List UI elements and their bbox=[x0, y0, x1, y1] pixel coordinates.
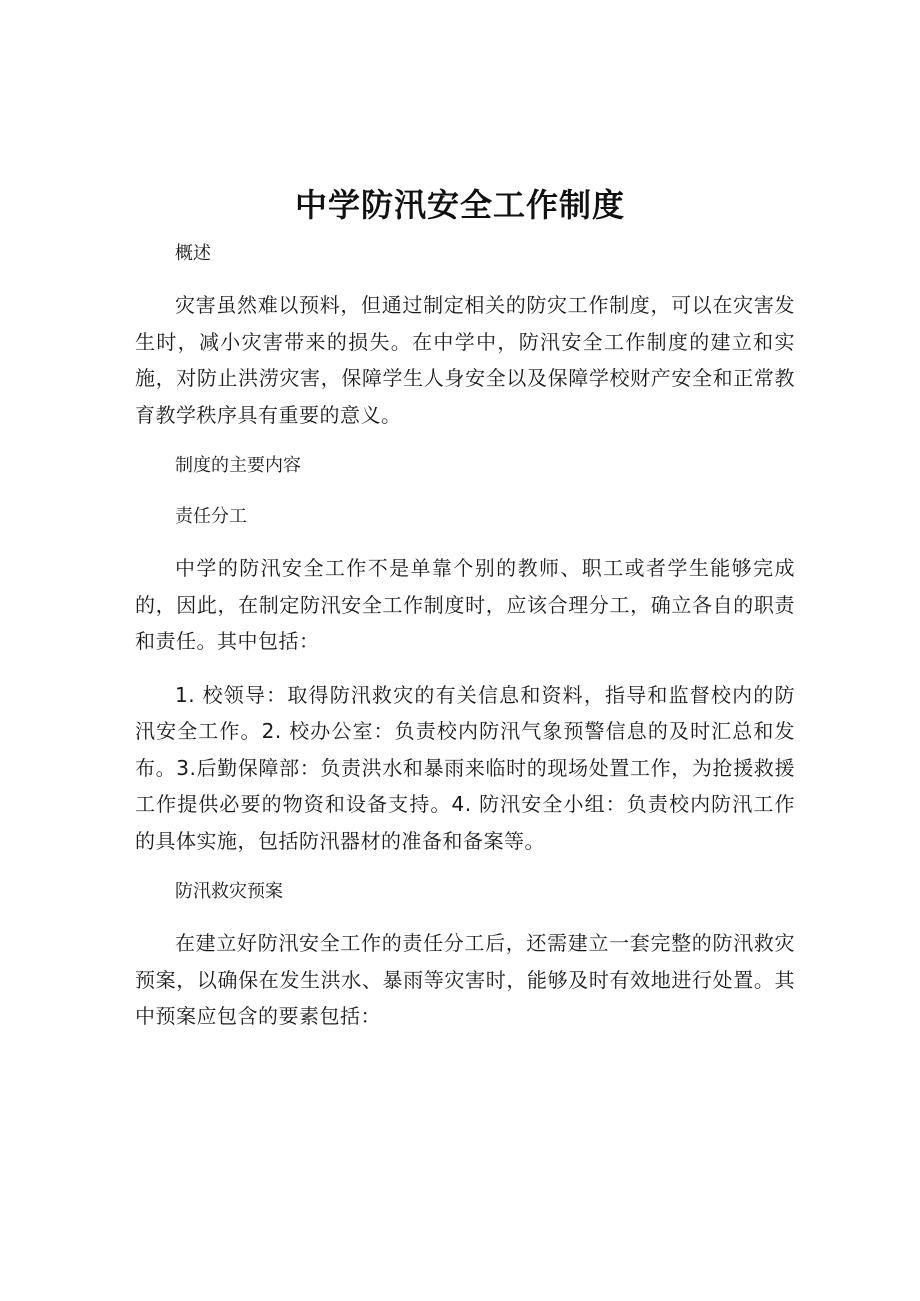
overview-heading: 概述 bbox=[175, 243, 211, 264]
responsibility-heading: 责任分工 bbox=[175, 506, 247, 527]
responsibility-list-paragraph: 1. 校领导：取得防汛救灾的有关信息和资料，指导和监督校内的防汛安全工作。2. 校办公室：负责校内防汛气象预警信息的及时汇总和发布。3.后勤保障部：负责洪水和暴雨来临时的现场处置工作，为抢援救援工作提供必要的物资和设备支持。4. 防汛安全小组：负责校内防汛工作的具体实施，包括防汛器材的准备和备案等。 bbox=[135, 682, 795, 853]
plan-paragraph: 在建立好防汛安全工作的责任分工后，还需建立一套完整的防汛救灾预案，以确保在发生洪水、暴雨等灾害时，能够及时有效地进行处置。其中预案应包含的要素包括： bbox=[135, 931, 795, 1028]
document-title: 中学防汛安全工作制度 bbox=[294, 186, 625, 224]
overview-paragraph: 灾害虽然难以预料，但通过制定相关的防灾工作制度，可以在灾害发生时，减小灾害带来的损失。在中学中，防汛安全工作制度的建立和实施，对防止洪涝灾害，保障学生人身安全以及保障学校财产安全和正常教育教学秩序具有重要的意义。 bbox=[135, 293, 795, 427]
main-content-heading: 制度的主要内容 bbox=[175, 455, 301, 476]
responsibility-paragraph: 中学的防汛安全工作不是单靠个别的教师、职工或者学生能够完成的，因此，在制定防汛安全工作制度时，应该合理分工，确立各自的职责和责任。其中包括： bbox=[135, 556, 795, 653]
plan-heading: 防汛救灾预案 bbox=[175, 881, 283, 902]
document-body bbox=[135, 236, 795, 1035]
